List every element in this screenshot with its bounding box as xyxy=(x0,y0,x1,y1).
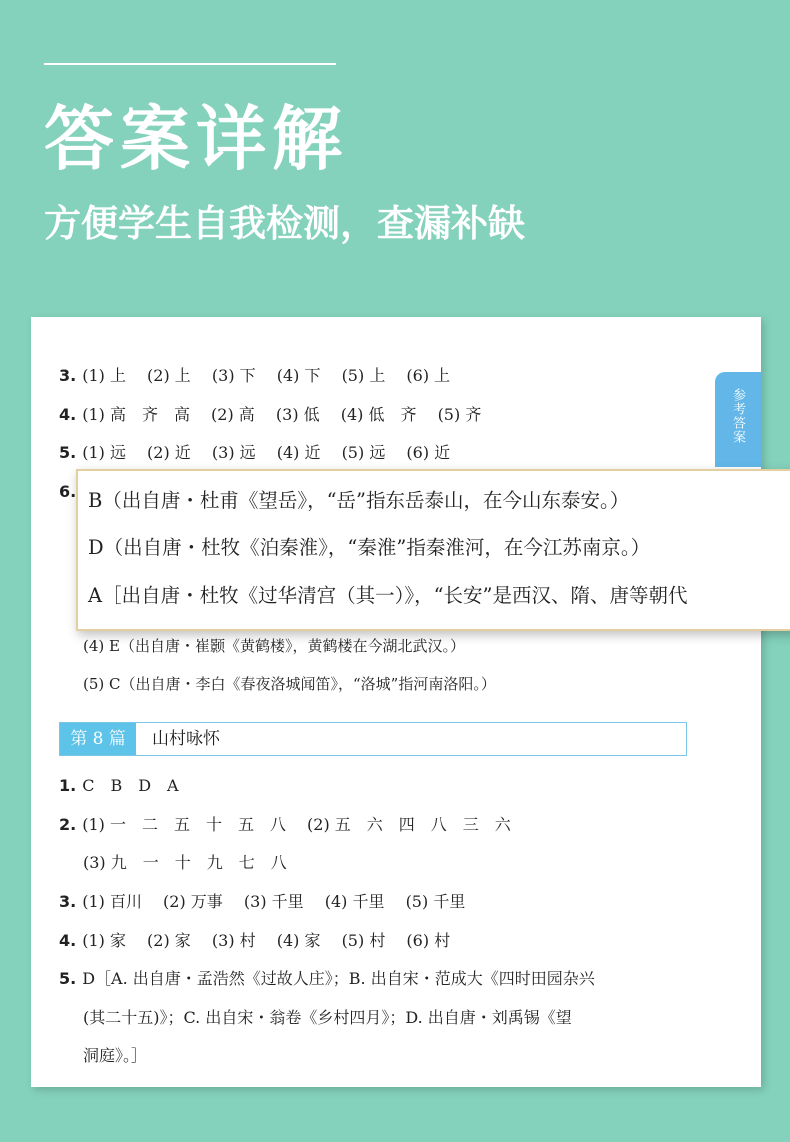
answer-line xyxy=(59,407,481,423)
question-number: 3. xyxy=(59,366,77,385)
side-tab-label: 参考答案 xyxy=(730,388,745,444)
question-number: 3. xyxy=(59,892,77,911)
question-number: 5. xyxy=(59,443,77,462)
answer-line xyxy=(59,445,450,461)
question-number: 6. xyxy=(59,482,77,501)
answer-line xyxy=(59,368,450,384)
header-subtitle: 方便学生自我检测，查漏补缺 xyxy=(44,202,525,245)
answer-text: (1) 远 (2) 近 (3) 远 (4) 近 (5) 远 (6) 近 xyxy=(82,443,451,462)
header-divider xyxy=(44,63,336,65)
answer-text: (1) 一 二 五 十 五 八 (2) 五 六 四 八 三 六 xyxy=(82,815,511,834)
header-title: 答案详解 xyxy=(44,98,348,180)
magnified-callout xyxy=(76,469,790,631)
section-header xyxy=(59,722,687,756)
question-number: 4. xyxy=(59,931,77,950)
answer-text: (其二十五)》；C. 出自宋・翁卷《乡村四月》；D. 出自唐・刘禹锡《望 xyxy=(83,1008,572,1027)
answer-subline: (4) E（出自唐・崔颢《黄鹤楼》，黄鹤楼在今湖北武汉。） xyxy=(83,637,465,655)
answer-text: (1) 家 (2) 家 (3) 村 (4) 家 (5) 村 (6) 村 xyxy=(82,931,451,950)
answer-line xyxy=(59,971,595,987)
answer-text: D［A. 出自唐・孟浩然《过故人庄》；B. 出自宋・范成大《四时田园杂兴 xyxy=(82,969,595,988)
section-title: 山村咏怀 xyxy=(152,729,220,749)
answer-subline xyxy=(83,855,287,871)
question-number: 4. xyxy=(59,405,77,424)
question-number: 5. xyxy=(59,969,77,988)
section-tag: 第 8 篇 xyxy=(60,723,136,755)
answer-line xyxy=(59,933,450,949)
answer-page xyxy=(31,317,761,1087)
callout-line: B（出自唐・杜甫《望岳》，“岳”指东岳泰山，在今山东泰安。） xyxy=(88,489,630,512)
callout-line: D（出自唐・杜牧《泊秦淮》，“秦淮”指秦淮河，在今江苏南京。） xyxy=(88,536,651,559)
answer-subline xyxy=(83,1010,572,1026)
question-number: 1. xyxy=(59,776,77,795)
answer-subline xyxy=(83,1048,147,1064)
answer-text: (1) 百川 (2) 万事 (3) 千里 (4) 千里 (5) 千里 xyxy=(82,892,466,911)
question-number: 2. xyxy=(59,815,77,834)
answer-text: 洞庭》。］ xyxy=(83,1046,148,1065)
answer-text: (3) 九 一 十 九 七 八 xyxy=(83,853,287,872)
answer-line xyxy=(59,894,465,910)
answer-line xyxy=(59,778,179,794)
callout-line: A［出自唐・杜牧《过华清宫（其一）》，“长安”是西汉、隋、唐等朝代 xyxy=(88,584,688,607)
answer-subline: (5) C（出自唐・李白《春夜洛城闻笛》，“洛城”指河南洛阳。） xyxy=(83,675,496,693)
answer-text: C B D A xyxy=(82,776,179,795)
answer-line xyxy=(59,817,511,833)
answer-text: (1) 上 (2) 上 (3) 下 (4) 下 (5) 上 (6) 上 xyxy=(82,366,451,385)
answer-text: (1) 高 齐 高 (2) 高 (3) 低 (4) 低 齐 (5) 齐 xyxy=(82,405,482,424)
side-tab xyxy=(715,372,761,467)
